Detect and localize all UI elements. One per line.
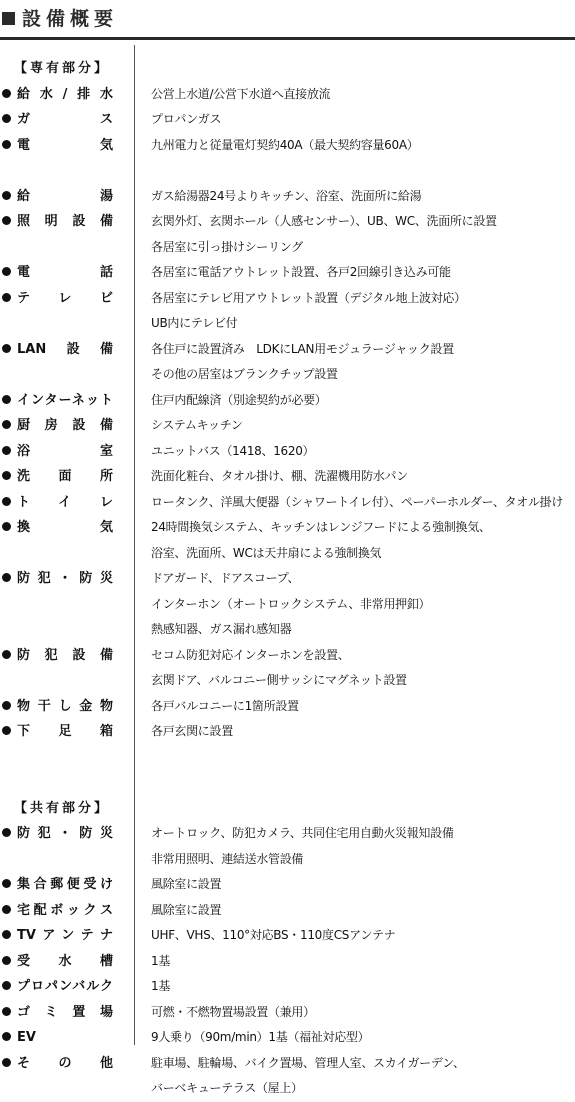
equipment-row — [0, 337, 575, 363]
equipment-label-text: 物干し金物 — [17, 698, 113, 714]
equipment-label — [2, 643, 122, 669]
equipment-description: 玄関外灯、玄関ホール（人感センサー）、UB、WC、洗面所に設置 — [151, 214, 497, 228]
equipment-row — [0, 107, 575, 133]
equipment-label-text: 防犯設備 — [17, 647, 113, 663]
equipment-label — [2, 949, 122, 975]
equipment-label-text: 集合郵便受け — [17, 877, 113, 892]
bullet-icon — [2, 879, 11, 888]
equipment-label-text: 給湯 — [17, 188, 113, 204]
equipment-label — [2, 464, 122, 490]
section-row — [0, 796, 575, 822]
equipment-label — [2, 209, 122, 235]
equipment-description: 24時間換気システム、キッチンはレンジフードによる強制換気、 — [151, 520, 491, 534]
equipment-label-text: 宅配ボックス — [17, 902, 113, 918]
equipment-description: 各居室に電話アウトレット設置、各戸2回線引き込み可能 — [151, 265, 451, 279]
equipment-label-text: 下足箱 — [17, 724, 113, 739]
equipment-row — [0, 566, 575, 592]
equipment-label — [2, 515, 122, 541]
equipment-row — [0, 719, 575, 745]
header-rule — [0, 37, 575, 40]
equipment-label — [2, 821, 122, 847]
bullet-icon — [2, 267, 11, 276]
equipment-description: ドアガード、ドアスコープ、 — [151, 571, 300, 585]
equipment-row — [0, 311, 575, 337]
equipment-description: バーベキューテラス（屋上） — [151, 1081, 303, 1095]
equipment-row — [0, 515, 575, 541]
equipment-description: 各居室に引っ掛けシーリング — [151, 239, 303, 254]
equipment-row — [0, 260, 575, 286]
equipment-row — [0, 1000, 575, 1026]
equipment-row — [0, 1076, 575, 1102]
equipment-label-text: LAN設備 — [17, 341, 113, 357]
bullet-icon — [2, 1007, 11, 1016]
equipment-row — [0, 949, 575, 975]
equipment-row — [0, 974, 575, 1000]
bullet-icon — [2, 956, 11, 965]
header-square-icon — [2, 12, 15, 25]
section-row — [0, 56, 575, 82]
equipment-label-text: 洗面所 — [17, 469, 113, 484]
equipment-label-text: その他 — [17, 1055, 113, 1071]
equipment-row — [0, 1051, 575, 1077]
equipment-row — [0, 286, 575, 312]
equipment-label-text: ガス — [17, 112, 113, 127]
equipment-label-text: 防犯・防災 — [17, 571, 113, 586]
equipment-description: 可燃・不燃物置場設置（兼用） — [151, 1004, 315, 1019]
equipment-description: その他の居室はブランクチップ設置 — [151, 367, 338, 381]
equipment-description: 風除室に設置 — [151, 902, 222, 917]
equipment-description: UB内にテレビ付 — [151, 316, 238, 330]
equipment-label — [2, 1000, 122, 1026]
equipment-row — [0, 133, 575, 159]
equipment-label-text: テレビ — [17, 290, 113, 306]
bullet-icon — [2, 191, 11, 200]
equipment-row — [0, 668, 575, 694]
equipment-row — [0, 1025, 575, 1051]
equipment-description: 風除室に設置 — [151, 877, 222, 891]
equipment-description: 公営上水道/公営下水道へ直接放流 — [151, 86, 331, 101]
bullet-icon — [2, 471, 11, 480]
equipment-label — [2, 719, 122, 745]
equipment-description: セコム防犯対応インターホンを設置、 — [151, 647, 350, 662]
bullet-icon — [2, 905, 11, 914]
equipment-description: 玄関ドア、バルコニー側サッシにマグネット設置 — [151, 673, 407, 687]
bullet-icon — [2, 89, 11, 98]
equipment-description: 各戸玄関に設置 — [151, 724, 233, 738]
equipment-description: 熱感知器、ガス漏れ感知器 — [151, 622, 292, 636]
equipment-label — [2, 872, 122, 898]
equipment-description: ガス給湯器24号よりキッチン、浴室、洗面所に給湯 — [151, 188, 422, 203]
equipment-description: UHF、VHS、110°対応BS・110度CSアンテナ — [151, 928, 396, 942]
equipment-row — [0, 388, 575, 414]
bullet-icon — [2, 930, 11, 939]
equipment-row — [0, 847, 575, 873]
bullet-icon — [2, 981, 11, 990]
equipment-label — [2, 439, 122, 465]
equipment-description: プロパンガス — [151, 112, 222, 126]
bullet-icon — [2, 497, 11, 506]
equipment-label — [2, 566, 122, 592]
bullet-icon — [2, 344, 11, 353]
equipment-label-text: インターネット — [17, 392, 113, 408]
equipment-row — [0, 898, 575, 924]
equipment-label-text: 電気 — [17, 137, 113, 153]
bullet-icon — [2, 395, 11, 404]
equipment-label — [2, 107, 122, 133]
equipment-label-text: 電話 — [17, 265, 113, 280]
equipment-label — [2, 923, 122, 949]
bullet-icon — [2, 573, 11, 582]
equipment-description: 9人乗り（90m/min）1基（福祉対応型） — [151, 1030, 370, 1044]
equipment-label — [2, 337, 122, 363]
equipment-label — [2, 694, 122, 720]
equipment-label-text: トイレ — [17, 494, 113, 510]
equipment-label-text: 厨房設備 — [17, 418, 113, 433]
equipment-row — [0, 413, 575, 439]
equipment-label — [2, 490, 122, 516]
equipment-description: 九州電力と従量電灯契約40A（最大契約容量60A） — [151, 137, 419, 152]
equipment-list — [0, 56, 575, 1102]
equipment-description: インターホン（オートロックシステム、非常用押釦） — [151, 596, 431, 611]
equipment-description: 駐車場、駐輪場、バイク置場、管理人室、スカイガーデン、 — [151, 1055, 465, 1070]
section-label: 【専有部分】 — [14, 61, 111, 76]
equipment-row — [0, 158, 575, 184]
bullet-icon — [2, 446, 11, 455]
equipment-row — [0, 235, 575, 261]
equipment-label-text: EV — [17, 1030, 36, 1045]
equipment-label — [2, 1051, 122, 1077]
page-header — [0, 0, 575, 40]
equipment-label — [2, 286, 122, 312]
bullet-icon — [2, 1032, 11, 1041]
equipment-label — [2, 974, 122, 1000]
equipment-label — [2, 133, 122, 159]
page-title: 設備概要 — [22, 8, 119, 30]
equipment-row — [0, 464, 575, 490]
bullet-icon — [2, 140, 11, 149]
bullet-icon — [2, 650, 11, 659]
equipment-row — [0, 490, 575, 516]
equipment-row — [0, 694, 575, 720]
equipment-label — [2, 388, 122, 414]
equipment-description: 各戸バルコニーに1箇所設置 — [151, 698, 299, 713]
equipment-description: 各居室にテレビ用アウトレット設置（デジタル地上波対応） — [151, 290, 466, 305]
equipment-label-text: 照明設備 — [17, 214, 113, 229]
equipment-label — [2, 898, 122, 924]
bullet-icon — [2, 1058, 11, 1067]
equipment-label — [2, 184, 122, 210]
equipment-description: 浴室、洗面所、WCは天井扇による強制換気 — [151, 545, 382, 560]
bullet-icon — [2, 216, 11, 225]
equipment-description: 1基 — [151, 979, 171, 993]
equipment-row — [0, 923, 575, 949]
spacer-row — [0, 770, 575, 796]
bullet-icon — [2, 293, 11, 302]
equipment-row — [0, 592, 575, 618]
equipment-row — [0, 872, 575, 898]
equipment-label — [2, 260, 122, 286]
equipment-description: 住戸内配線済（別途契約が必要） — [151, 392, 327, 407]
equipment-label-text: 給水/排水 — [17, 86, 113, 102]
equipment-description: 各住戸に設置済み LDKにLAN用モジュラージャック設置 — [151, 341, 454, 356]
bullet-icon — [2, 522, 11, 531]
equipment-description: 非常用照明、連結送水管設備 — [151, 851, 304, 866]
equipment-description: ロータンク、洋風大便器（シャワートイレ付）、ペーパーホルダー、タオル掛け — [151, 494, 564, 509]
equipment-label-text: 受水槽 — [17, 953, 113, 969]
bullet-icon — [2, 114, 11, 123]
equipment-label — [2, 82, 122, 108]
equipment-row — [0, 439, 575, 465]
equipment-description: 洗面化粧台、タオル掛け、棚、洗濯機用防水パン — [151, 469, 408, 483]
equipment-label — [2, 413, 122, 439]
equipment-label-text: ゴミ置場 — [17, 1004, 113, 1020]
equipment-row — [0, 541, 575, 567]
equipment-row — [0, 745, 575, 771]
equipment-description: システムキッチン — [151, 418, 243, 432]
equipment-label-text: プロパンバルク — [17, 979, 113, 994]
equipment-description: ユニットバス（1418、1620） — [151, 443, 315, 458]
bullet-icon — [2, 420, 11, 429]
bullet-icon — [2, 828, 11, 837]
equipment-row — [0, 362, 575, 388]
equipment-row — [0, 617, 575, 643]
equipment-label-text: 防犯・防災 — [17, 826, 113, 841]
bullet-icon — [2, 701, 11, 710]
section-label: 【共有部分】 — [14, 800, 111, 816]
bullet-icon — [2, 726, 11, 735]
equipment-label-text: 換気 — [17, 520, 113, 535]
equipment-row — [0, 184, 575, 210]
equipment-label — [2, 1025, 122, 1051]
equipment-row — [0, 643, 575, 669]
equipment-description: 1基 — [151, 953, 171, 968]
equipment-row — [0, 82, 575, 108]
equipment-row — [0, 209, 575, 235]
equipment-description: オートロック、防犯カメラ、共同住宅用自動火災報知設備 — [151, 826, 454, 840]
equipment-row — [0, 821, 575, 847]
equipment-label-text: 浴室 — [17, 443, 113, 459]
equipment-label-text: TVアンテナ — [17, 928, 113, 943]
